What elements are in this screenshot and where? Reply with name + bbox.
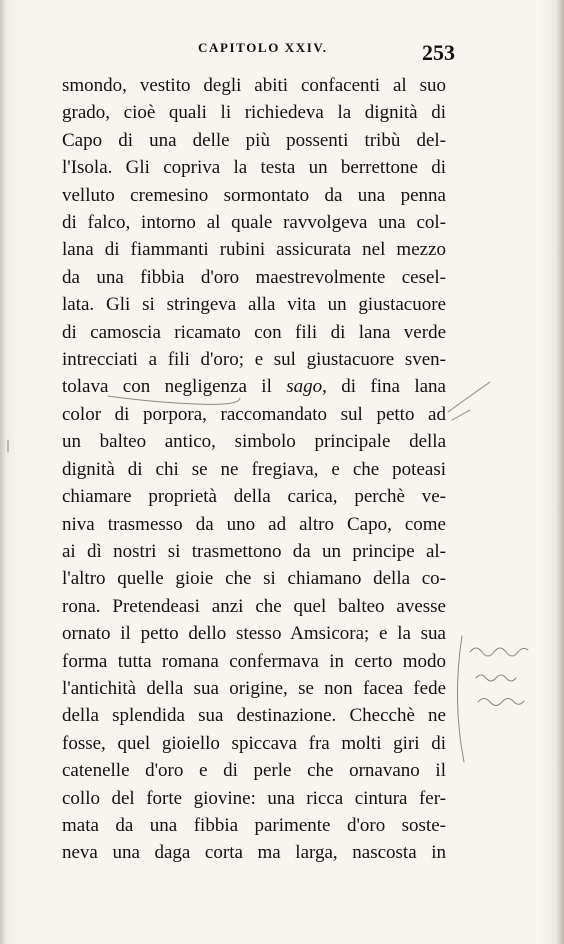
text-line: mata da una fibbia parimente d'oro soste- xyxy=(62,814,446,836)
text-line: niva trasmesso da uno ad altro Capo, come xyxy=(62,513,446,535)
text-line: smondo, vestito degli abiti confacenti al suo xyxy=(62,75,446,96)
text-line xyxy=(62,373,446,400)
pencil-margin-bracket xyxy=(457,636,464,762)
text-line: intrecciati a fili d'oro; e sul giustacuore sven- xyxy=(62,349,446,371)
text-line: forma tutta romana confermava in certo modo xyxy=(62,650,446,672)
text-line: l'altro quelle gioie che si chiamano della co- xyxy=(62,568,446,590)
page-edge-shadow xyxy=(556,0,564,944)
running-head: CAPITOLO XXIV. xyxy=(198,40,328,55)
text-line: chiamare proprietà della carica, perchè ve- xyxy=(62,486,446,508)
pencil-margin-note-scribble xyxy=(470,648,528,706)
text-line: della splendida sua destinazione. Checchè ne xyxy=(62,705,446,727)
text-line: neva una daga corta ma larga, nascosta in xyxy=(62,842,446,864)
text-line: un balteo antico, simbolo principale della xyxy=(62,431,446,453)
page-gutter-shadow xyxy=(0,0,6,944)
text-line: Capo di una delle più possenti tribù del- xyxy=(62,129,446,151)
text-line-part: , di fina lana xyxy=(322,376,446,398)
text-line: fosse, quel gioiello spiccava fra molti giri di xyxy=(62,732,446,754)
text-line: l'antichità della sua origine, se non facea fede xyxy=(62,677,446,699)
text-line: collo del forte giovine: una ricca cintura fer- xyxy=(62,787,446,809)
text-line: dignità di chi se ne fregiava, e che poteasi xyxy=(62,458,446,480)
text-line: rona. Pretendeasi anzi che quel balteo avesse xyxy=(62,595,446,617)
text-line: di falco, intorno al quale ravvolgeva una col- xyxy=(62,212,446,234)
body-text xyxy=(62,72,446,867)
italic-word: sago xyxy=(286,376,323,398)
text-line: lana di fiammanti rubini assicurata nel mezzo xyxy=(62,239,446,261)
text-line: ornato il petto dello stesso Amsicora; e la sua xyxy=(62,623,446,645)
page-number: 253 xyxy=(422,40,455,65)
text-line: grado, cioè quali li richiedeva la dignità di xyxy=(62,102,446,124)
text-line: catenelle d'oro e di perle che ornavano il xyxy=(62,760,446,782)
text-line: color di porpora, raccomandato sul petto ad xyxy=(62,403,446,425)
text-line: velluto cremesino sormontato da una penna xyxy=(62,184,446,206)
text-line: l'Isola. Gli copriva la testa un berrettone di xyxy=(62,157,446,179)
text-line: ai dì nostri si trasmettono da un principe al- xyxy=(62,540,446,562)
text-line: lata. Gli si stringeva alla vita un giustacuore xyxy=(62,294,446,316)
text-line: di camoscia ricamato con fili di lana verde xyxy=(62,321,446,343)
pencil-margin-flourish xyxy=(448,382,490,420)
text-line: da una fibbia d'oro maestrevolmente cesel- xyxy=(62,266,446,288)
text-line-part: tolava con negligenza il xyxy=(62,376,287,398)
